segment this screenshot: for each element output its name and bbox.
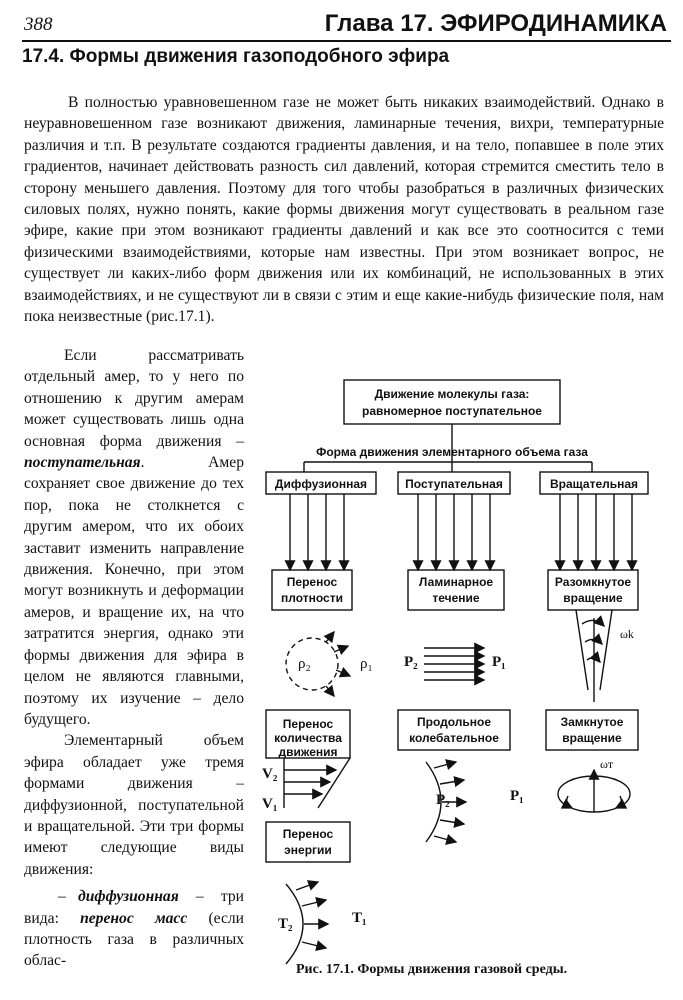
form-label: Форма движения элементарного объема газа: [316, 445, 588, 459]
longitudinal-line1: Продольное: [416, 715, 492, 729]
open-rotation-line1: Разомкнутое: [554, 575, 632, 589]
list-em-diffusion: диффузионная: [78, 888, 179, 906]
paragraph-volume: Элементарный объем эфира обладает уже тремя формами движения – диффузионной, поступательной и вращательной. Эти три формы имеют следующие виды движения:: [24, 732, 244, 878]
list-text-mid: – три вида:: [24, 888, 244, 927]
amer-text-b: . Амер сохраняет свое движение до тех пор, пока не столкнется с другим амером, что их обоих заставит изменить направление движения. Конечно, при этом могут возникнуть и деформации амеров, и вращение их, на что затратится энергия, однако эти формы движения для эфира в целом не являются главными, поэтому их изучение – дело будущего.: [24, 454, 244, 728]
density-transfer-line1: Перенос: [286, 575, 338, 589]
momentum-line1: Перенос: [282, 717, 334, 731]
col-rotational-label: Вращательная: [549, 477, 639, 491]
p1b-label: P₁: [510, 788, 524, 804]
rho2-label: ρ₂: [298, 656, 311, 672]
v2-label: V₂: [262, 766, 278, 782]
top-box-line2: равномерное поступательное: [362, 404, 542, 418]
forms-list: [24, 886, 244, 972]
p1-label: P₁: [492, 654, 506, 670]
density-circle: [286, 638, 338, 690]
header-rule: [22, 40, 671, 42]
v1-label: V₁: [262, 796, 278, 812]
omega-t-label: ωт: [600, 757, 614, 771]
intro-paragraph: В полностью уравновешенном газе не может быть никаких взаимодействий. Однако в неуравновешенном газе возникают движения, ламинарные течения, вихри, температурные различия и т.п. В результате создаются градиенты давления, и на тело, попавшее в поле этих градиентов, начинает действовать разность сил давлений, которая стремится сместить тело в сторону меньшего давления. Поэтому для того чтобы разобраться в различных физических силовых полях, нужно понять, какие формы движения могут существовать в реальном газе эфире, какие при этом возникают градиенты давлений и как все это соотносится с теми физическими взаимодействиями, которые нам известны. При этом возникает вопрос, не существует ли каких-либо форм движения или их комбинаций, не использованных в этих взаимодействиях, и не существуют ли в связи с этим и еще какие-нибудь физические поля, нам пока неизвестные (рис.17.1).: [24, 94, 664, 326]
t1-label: T₁: [352, 910, 367, 926]
longitudinal-line2: колебательное: [409, 731, 499, 745]
closed-rotation-line2: вращение: [562, 731, 622, 745]
t2-label: T₂: [278, 916, 293, 932]
density-transfer-line2: плотности: [281, 591, 343, 605]
page-number: 388: [24, 14, 53, 35]
laminar-line1: Ламинарное: [418, 575, 494, 589]
momentum-line2: количества: [274, 731, 342, 745]
intro-text: [24, 92, 664, 327]
col-diffusion-label: Диффузионная: [274, 477, 368, 491]
top-box-line1: Движение молекулы газа:: [374, 387, 530, 401]
list-em-mass: перенос масс: [80, 909, 188, 927]
col-translational-label: Поступательная: [405, 477, 503, 491]
closed-rotation-line1: Замкнутое: [560, 715, 624, 729]
amer-text-a: Если рассматривать отдельный амер, то у него по отношению к другим амерам может существовать лишь одна основная форма движения –: [24, 347, 244, 450]
rho1-label: ρ₁: [360, 656, 373, 672]
p2-label: P₂: [404, 654, 418, 670]
laminar-line2: течение: [432, 591, 480, 605]
energy-line1: Перенос: [282, 827, 334, 841]
amer-emphasis: поступательная: [24, 454, 141, 472]
section-title: 17.4. Формы движения газоподобного эфира: [22, 46, 450, 67]
p2b-label: P₂: [436, 792, 450, 808]
figure-caption: Рис. 17.1. Формы движения газовой среды.: [296, 962, 568, 977]
figure-diagram: [256, 372, 676, 972]
chapter-title: Глава 17. ЭФИРОДИНАМИКА: [324, 10, 667, 37]
list-text-tail: (если плотность газа в различных облас-: [24, 909, 244, 970]
left-column: [24, 345, 244, 972]
omega-k-label: ωk: [620, 627, 634, 641]
list-dash: –: [58, 888, 66, 906]
paragraph-amer: [24, 345, 244, 730]
energy-line2: энергии: [284, 843, 332, 857]
open-rotation-line2: вращение: [563, 591, 623, 605]
momentum-line3: движения: [278, 745, 338, 759]
